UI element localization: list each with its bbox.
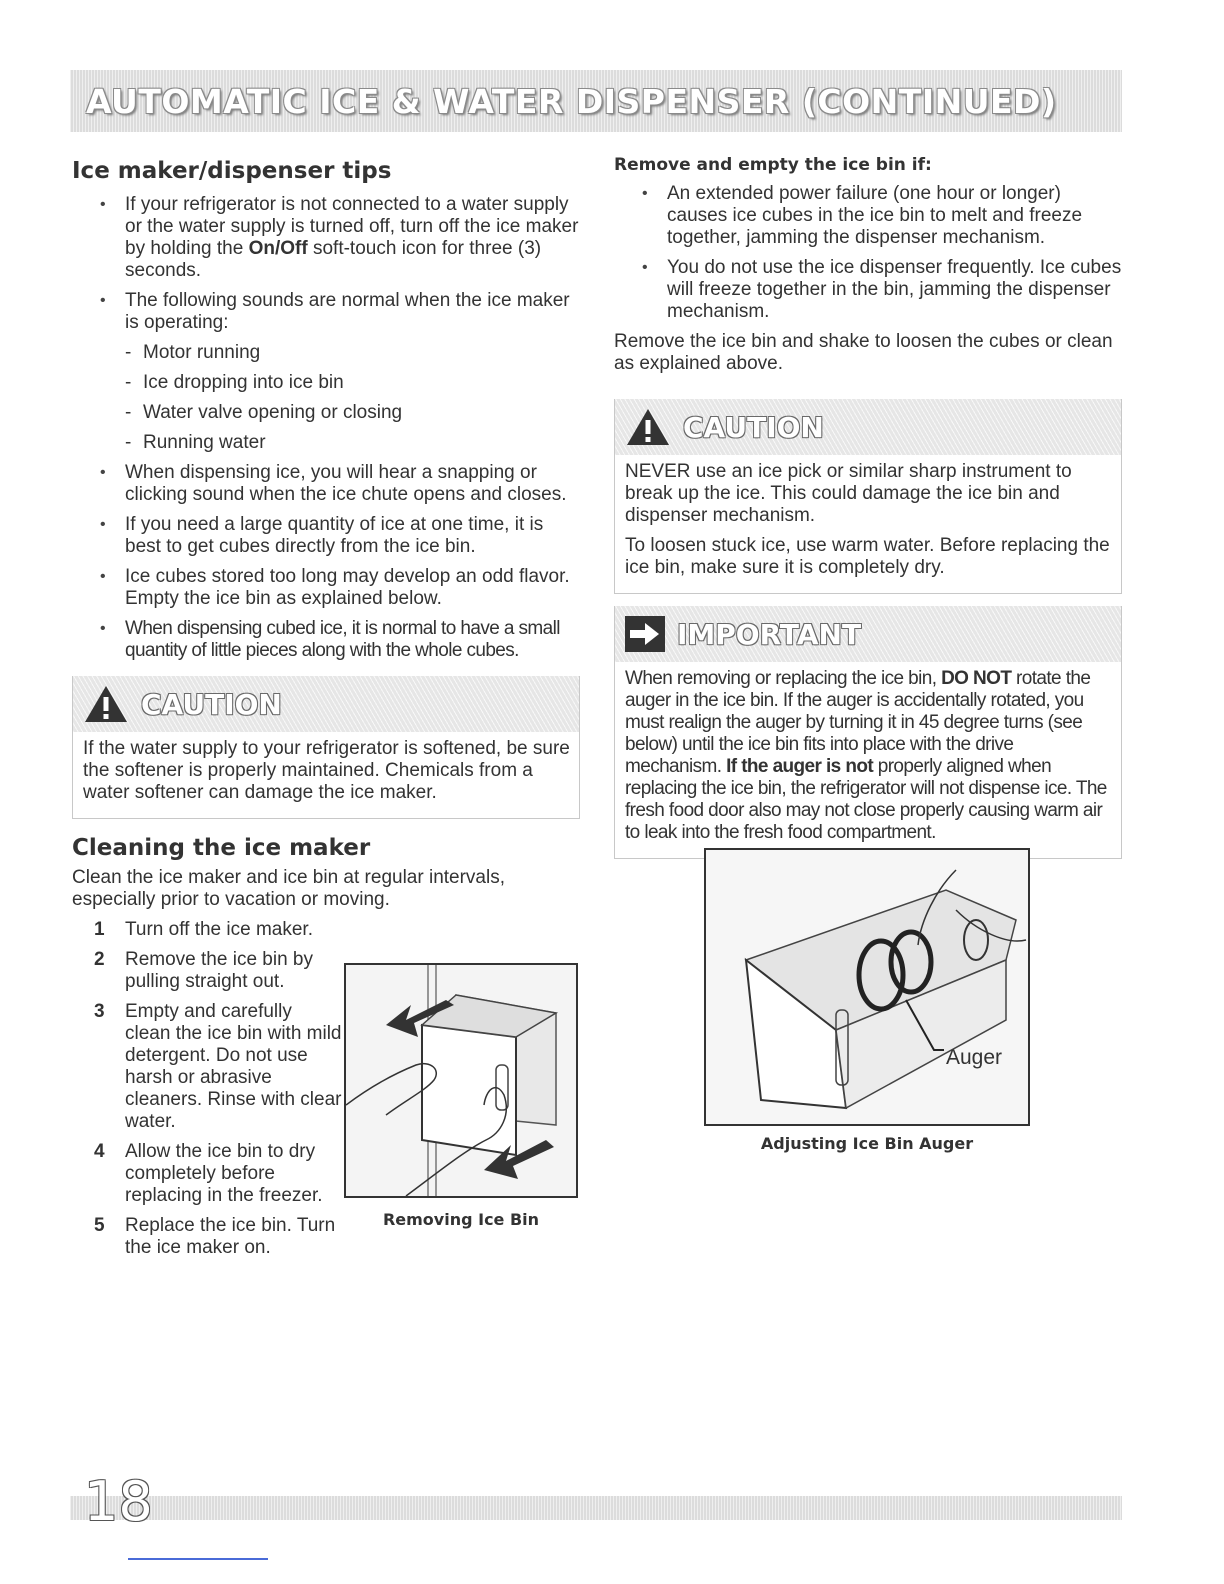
list-item: - Water valve opening or closing [125, 402, 403, 423]
sounds-list [125, 342, 584, 454]
auger-label: Auger [946, 1046, 1003, 1069]
auger-illustration [706, 850, 1028, 1124]
removing-ice-bin-figure [344, 963, 578, 1198]
important-body [615, 662, 1121, 858]
step-item: 3 Empty and carefully clean the ice bin with mild detergent. Do not use harsh or abrasive cleaners. Rinse with clear water. [94, 1001, 342, 1132]
empty-bin-after: Remove the ice bin and shake to loosen the cubes or clean as explained above. [614, 331, 1113, 374]
caution-text: To loosen stuck ice, use warm water. Before replacing the ice bin, make sure it is completely dry. [625, 535, 1110, 578]
caution-text: NEVER use an ice pick or similar sharp instrument to break up the ice. This could damage the ice bin and dispenser mechanism. [625, 461, 1072, 526]
important-header [615, 606, 1121, 662]
tips-list [72, 194, 584, 662]
page-banner [70, 70, 1122, 132]
auger-caption: Adjusting Ice Bin Auger [760, 1134, 974, 1153]
caution-header [73, 676, 579, 732]
list-item: • If your refrigerator is not connected to a water supply or the water supply is turned off, turn off the ice maker by holding the On/Off soft-touch icon for three (3) seconds. [72, 194, 584, 282]
caution-body [73, 732, 579, 818]
warning-triangle-icon [83, 684, 129, 724]
list-item: • Ice cubes stored too long may develop an odd flavor. Empty the ice bin as explained below. [72, 566, 584, 610]
list-item: • If you need a large quantity of ice at one time, it is best to get cubes directly from the ice bin. [72, 514, 584, 558]
important-label: IMPORTANT [677, 617, 862, 651]
important-text: When removing or replacing the ice bin, DO NOT rotate the auger in the ice bin. If the auger is accidentally rotated, you must realign the auger by turning it in 45 degree turns (see below) until the ice bin fits into place with the drive mechanism. If the auger is not properly aligned when replacing the ice bin, the refrigerator will not dispense ice. The fresh food door also may not close properly causing warm air to leak into the fresh food compartment. [625, 668, 1107, 843]
page-number: 18 [84, 1470, 153, 1533]
footer-bar [70, 1496, 1122, 1520]
important-arrow-icon [625, 616, 665, 652]
ice-bin-illustration [346, 965, 576, 1196]
list-item: • You do not use the ice dispenser frequently. Ice cubes will freeze together in the bin, jamming the dispenser mechanism. [614, 257, 1124, 323]
right-column [614, 155, 1124, 859]
caution-label: CAUTION [683, 410, 824, 444]
caution-label: CAUTION [141, 687, 282, 721]
caution-body [615, 455, 1121, 593]
list-item: • The following sounds are normal when the ice maker is operating: - Motor running - Ice dropping into ice bin - Water valve opening or closing - Running water [72, 290, 584, 454]
list-item: • When dispensing cubed ice, it is normal to have a small quantity of little pieces along with the whole cubes. [72, 618, 584, 662]
cleaning-intro: Clean the ice maker and ice bin at regular intervals, especially prior to vacation or moving. [72, 867, 506, 910]
empty-bin-list [614, 183, 1124, 323]
caution-box-right [614, 399, 1122, 594]
important-box [614, 606, 1122, 859]
removing-ice-bin-caption: Removing Ice Bin [382, 1210, 540, 1229]
caution-box-left [72, 676, 580, 819]
cleaning-steps [72, 919, 342, 1259]
step-item: 1 Turn off the ice maker. [94, 919, 313, 940]
cleaning-heading: Cleaning the ice maker [72, 835, 371, 861]
step-item: 4 Allow the ice bin to dry completely before replacing in the freezer. [94, 1141, 323, 1206]
list-item: - Ice dropping into ice bin [125, 372, 344, 393]
warning-triangle-icon [625, 407, 671, 447]
footer-link-line [128, 1558, 268, 1560]
list-item: - Running water [125, 432, 266, 453]
caution-header [615, 399, 1121, 455]
step-item: 2 Remove the ice bin by pulling straight out. [94, 949, 313, 992]
list-item: - Motor running [125, 342, 261, 363]
empty-bin-heading: Remove and empty the ice bin if: [614, 155, 932, 175]
tips-heading: Ice maker/dispenser tips [72, 158, 392, 184]
step-item: 5 Replace the ice bin. Turn the ice maker on. [94, 1215, 336, 1258]
list-item: • An extended power failure (one hour or longer) causes ice cubes in the ice bin to melt and freeze together, jamming the dispenser mechanism. [614, 183, 1124, 249]
page-title: AUTOMATIC ICE & WATER DISPENSER (CONTINUED) [86, 81, 1057, 121]
list-item: • When dispensing ice, you will hear a snapping or clicking sound when the ice chute opens and closes. [72, 462, 584, 506]
auger-figure [704, 848, 1030, 1126]
caution-text: If the water supply to your refrigerator is softened, be sure the softener is properly maintained. Chemicals from a water softener can damage the ice maker. [83, 738, 570, 803]
